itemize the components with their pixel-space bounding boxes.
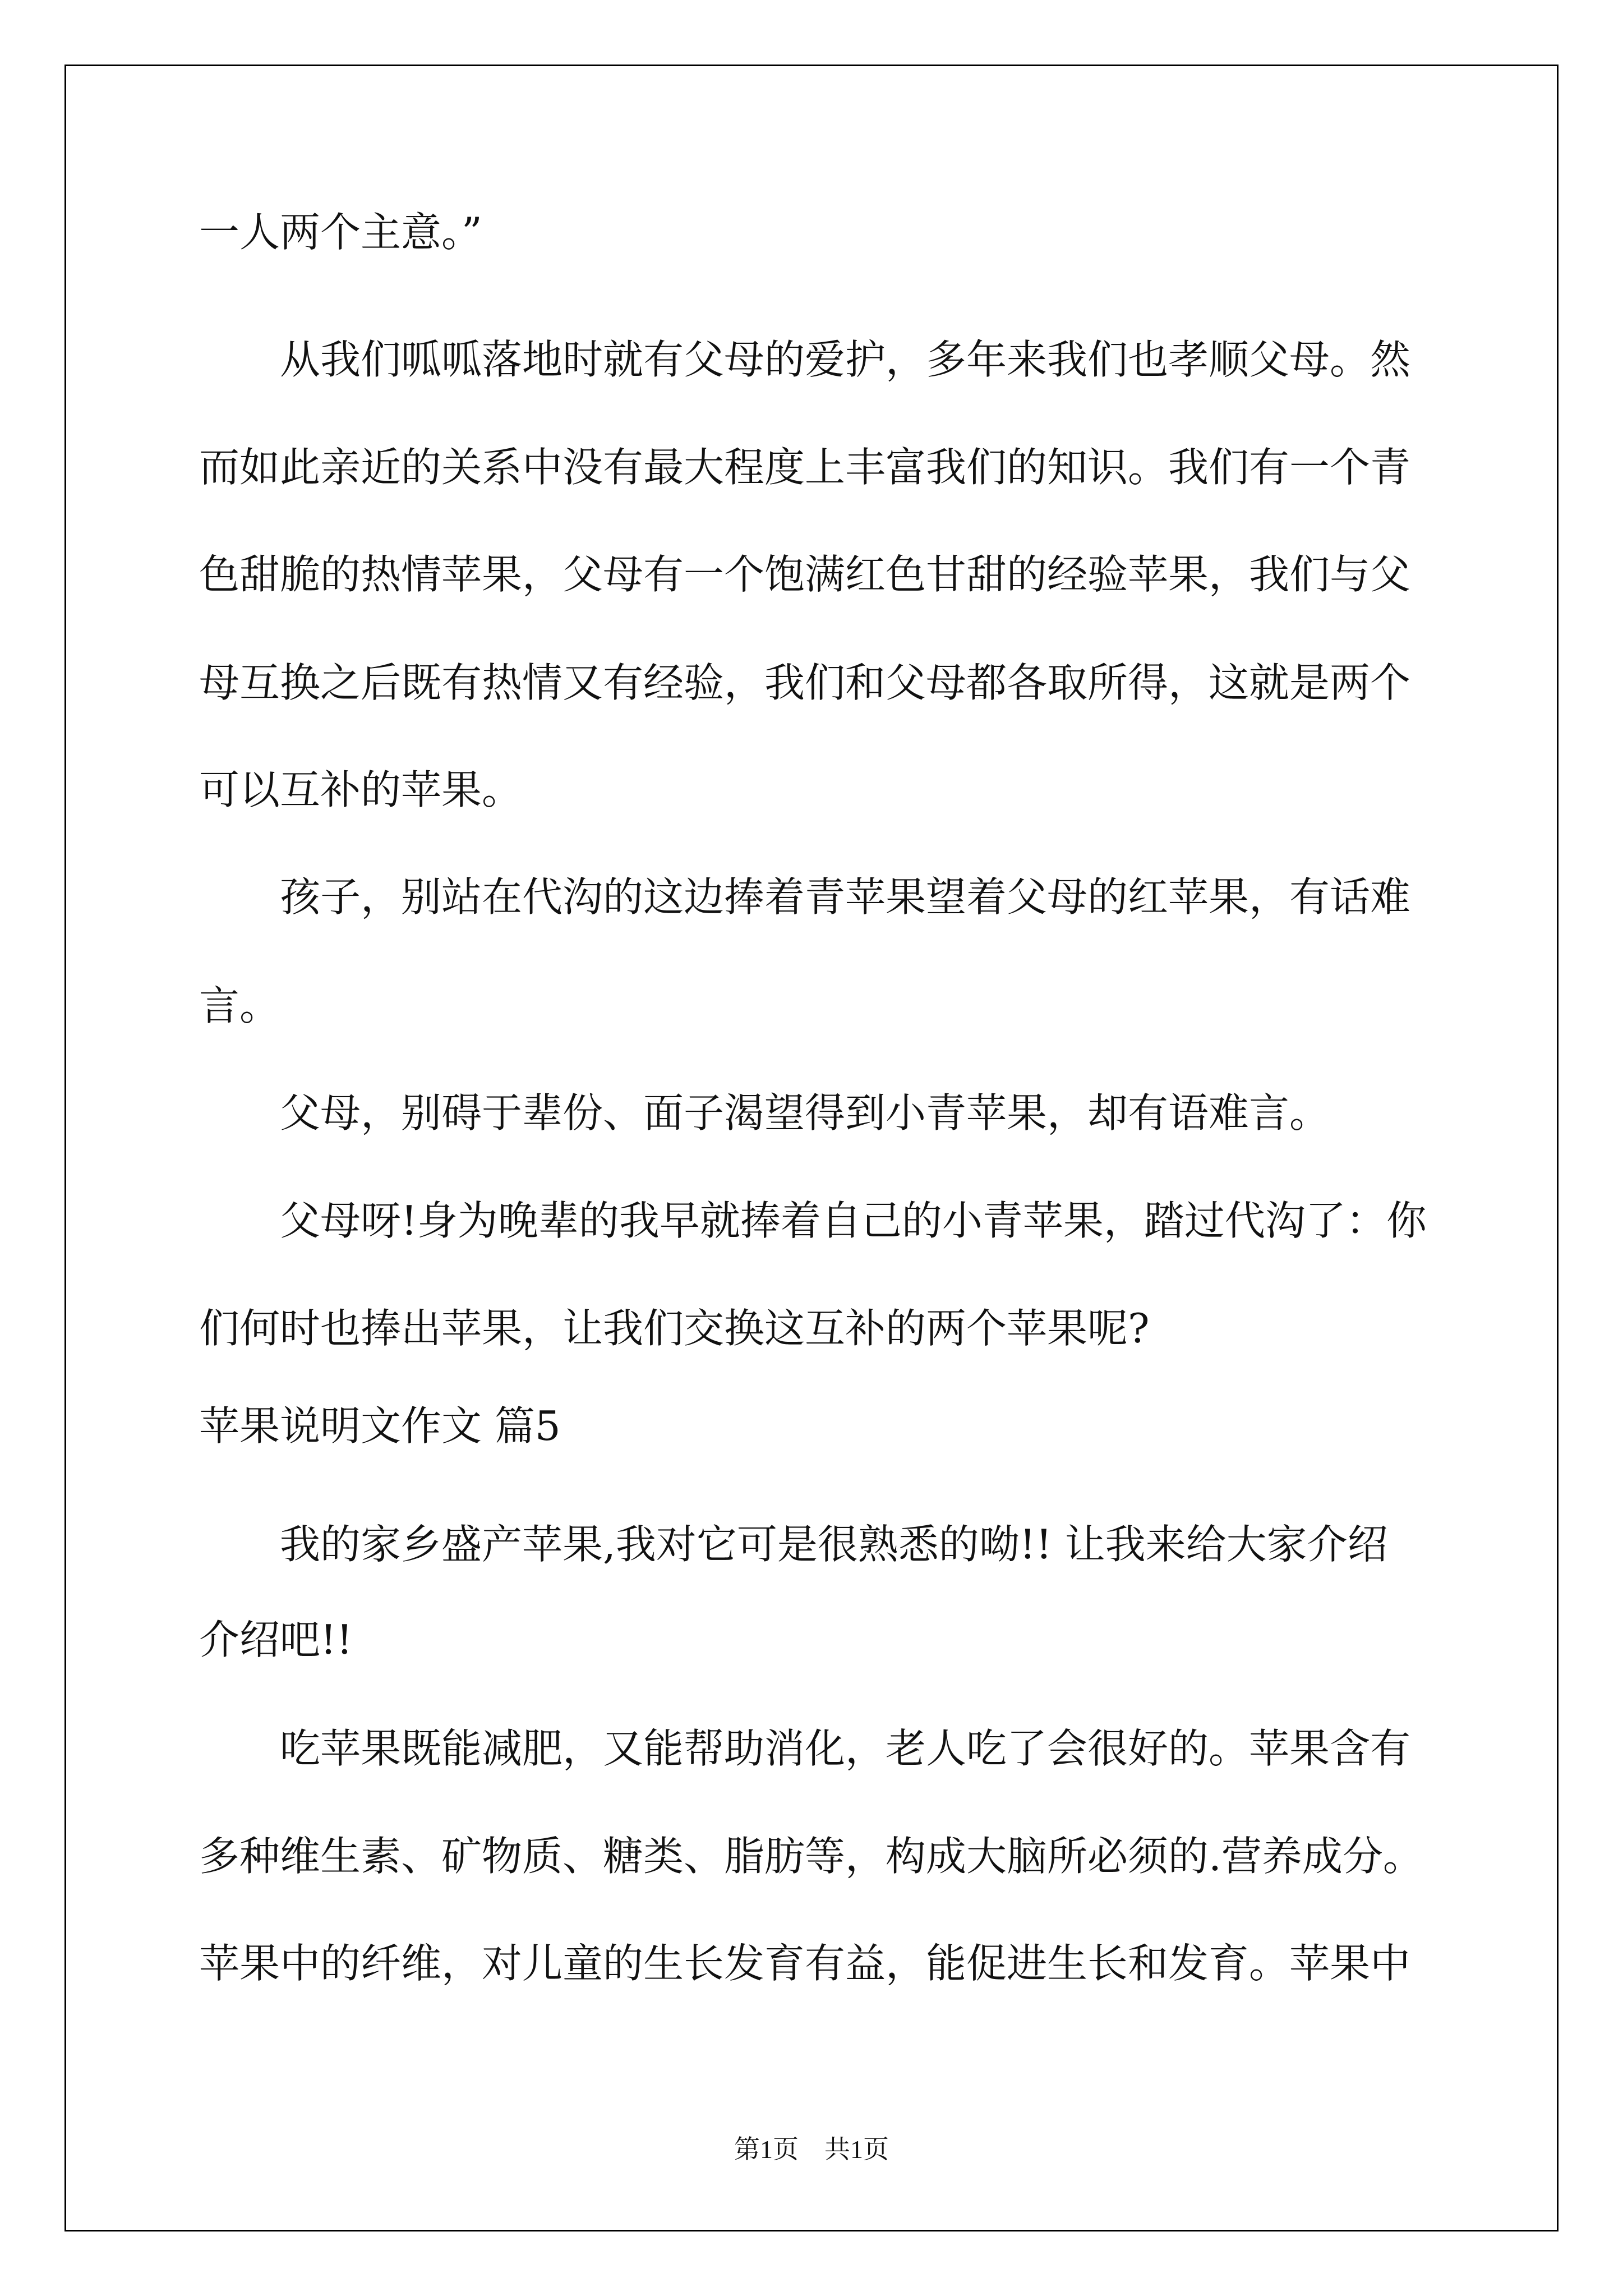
page-number-footer: 第1页 共1页: [734, 2135, 889, 2164]
paragraph-line: 多种维生素、矿物质、糖类、脂肪等，构成大脑所必须的.营养成分。: [199, 1833, 1423, 1880]
paragraph-line: 我的家乡盛产苹果,我对它可是很熟悉的呦!! 让我来给大家介绍: [280, 1521, 1388, 1568]
paragraph-line: 父母呀!身为晚辈的我早就捧着自己的小青苹果，踏过代沟了：你: [280, 1197, 1427, 1244]
paragraph-line: 色甜脆的热情苹果，父母有一个饱满红色甘甜的经验苹果，我们与父: [199, 551, 1411, 598]
section-heading: 苹果说明文作文 篇5: [199, 1402, 561, 1450]
paragraph-line: 从我们呱呱落地时就有父母的爱护，多年来我们也孝顺父母。然: [280, 336, 1411, 383]
paragraph-line: 孩子，别站在代沟的这边捧着青苹果望着父母的红苹果，有话难: [280, 873, 1411, 921]
paragraph-line: 言。: [199, 982, 280, 1029]
paragraph-line: 而如此亲近的关系中没有最大程度上丰富我们的知识。我们有一个青: [199, 444, 1411, 491]
paragraph-line: 们何时也捧出苹果，让我们交换这互补的两个苹果呢?: [199, 1305, 1150, 1352]
paragraph-line: 苹果中的纤维，对儿童的生长发育有益，能促进生长和发育。苹果中: [199, 1940, 1411, 1987]
page-border: [64, 65, 1559, 2231]
paragraph-line: 母互换之后既有热情又有经验，我们和父母都各取所得，这就是两个: [199, 659, 1411, 706]
paragraph-line: 一人两个主意。”: [199, 209, 482, 256]
paragraph-line: 介绍吧!!: [199, 1616, 353, 1663]
paragraph-line: 父母，别碍于辈份、面子渴望得到小青苹果，却有语难言。: [280, 1089, 1330, 1137]
paragraph-line: 吃苹果既能减肥，又能帮助消化，老人吃了会很好的。苹果含有: [280, 1725, 1411, 1772]
paragraph-line: 可以互补的苹果。: [199, 766, 523, 813]
